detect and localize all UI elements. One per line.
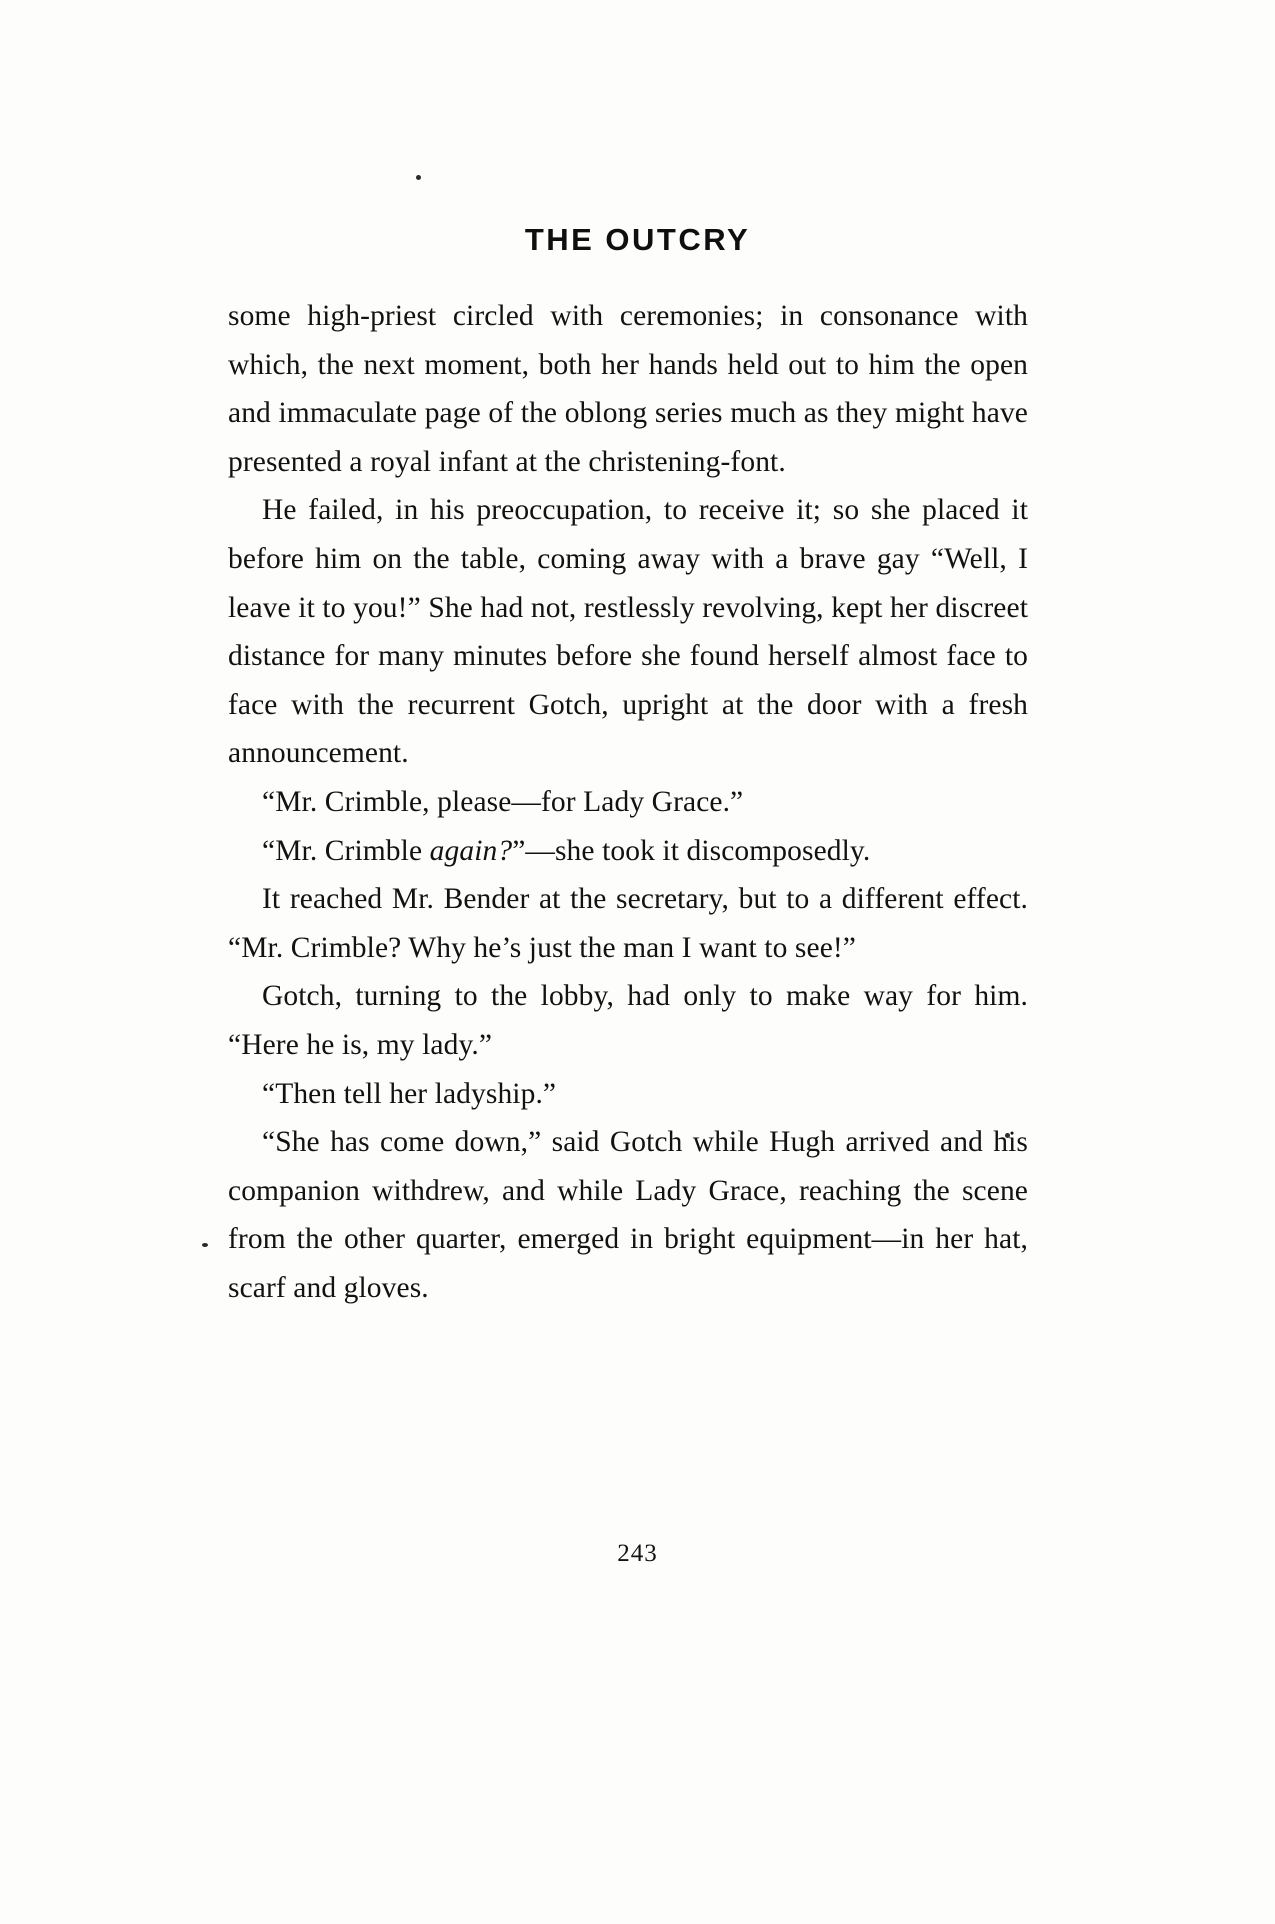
emphasis-word: again? [429,834,513,867]
page-number: 243 [617,1540,658,1567]
paragraph: He failed, in his preoccupation, to receive it; so she placed it before him on the table, coming away with a brave gay “Well, I leave it to you!” She had not, restlessly revolving, kept her discreet distance for many minutes before she found herself almost face to face with the recurrent Gotch, upright at the door with a fresh announcement. [228,494,1028,770]
paragraph: “Mr. Crimble, please—for Lady Grace.” [262,785,744,818]
paragraph: It reached Mr. Bender at the secretary, but to a different effect. “Mr. Crimble? Why he’s just the man I want to see!” [228,883,1028,964]
paragraph: some high-priest circled with ceremonies; in consonance with which, the next moment, both her hands held out to him the open and immaculate page of the oblong series much as they might have presented a royal infant at the christening-font. [228,300,1028,478]
paragraph: Gotch, turning to the lobby, had only to make way for him. “Here he is, my lady.” [228,980,1028,1061]
paragraph-italic-again: “Mr. Crimble again?”—she took it discomposedly. [262,834,871,867]
paragraph: “She has come down,” said Gotch while Hugh arrived and his companion withdrew, and while Lady Grace, reaching the scene from the other quarter, emerged in bright equipment—in her hat, scarf and gloves. [228,1126,1028,1304]
body-text [228,292,1028,1312]
paragraph: “Then tell her ladyship.” [262,1077,557,1110]
ink-speck-top [416,175,421,180]
running-head: THE OUTCRY [524,222,751,257]
ink-speck-left [202,1243,208,1247]
